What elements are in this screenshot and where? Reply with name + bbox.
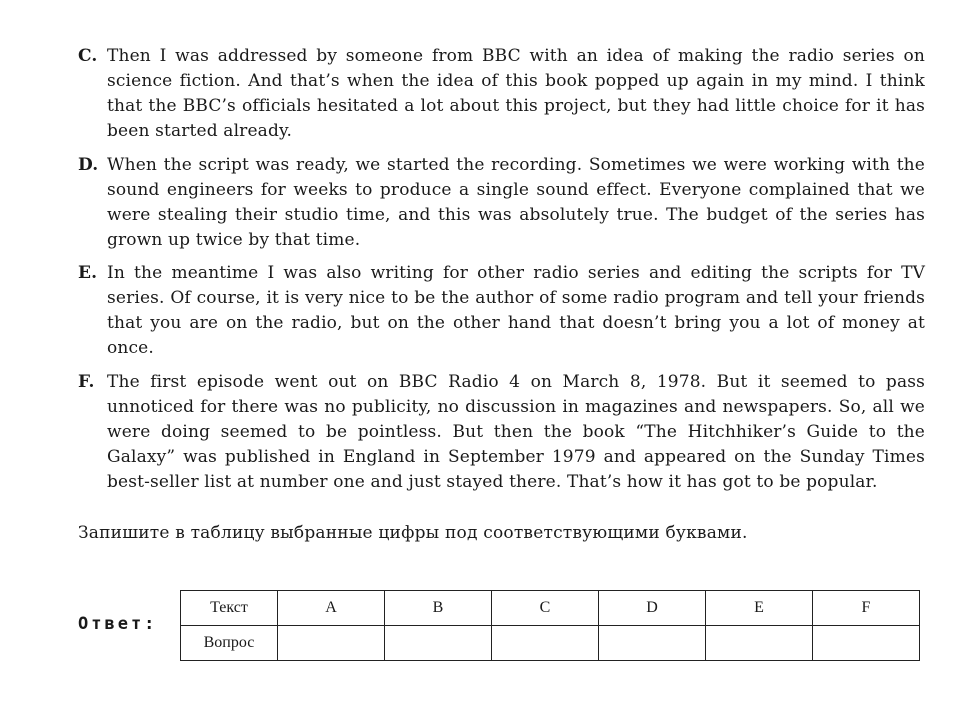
column-header-e: E — [706, 591, 813, 626]
paragraph-text: In the meantime I was also writing for other radio series and editing the scripts for TV series. Of course, it is very nice to be the author of some radio program and tell your friends that you are on the radio, but on the other hand that doesn’t bring you a lot of money at once. — [107, 263, 925, 358]
answer-table — [180, 590, 920, 661]
document-page — [78, 44, 925, 651]
paragraph-d — [78, 153, 925, 253]
answer-cell-f[interactable] — [813, 626, 920, 661]
answer-cell-d[interactable] — [599, 626, 706, 661]
paragraph-letter: F. — [78, 371, 95, 392]
column-header-f: F — [813, 591, 920, 626]
instruction-text: Запишите в таблицу выбранные цифры под соответствующими буквами. — [78, 522, 748, 543]
column-header-b: B — [385, 591, 492, 626]
answer-table-header-row — [181, 591, 920, 626]
answer-cell-b[interactable] — [385, 626, 492, 661]
paragraph-letter: E. — [78, 263, 98, 283]
paragraph-letter: C. — [78, 46, 98, 66]
row-header-question: Вопрос — [181, 626, 278, 661]
answer-cell-e[interactable] — [706, 626, 813, 661]
answer-cell-a[interactable] — [278, 626, 385, 661]
column-header-d: D — [599, 591, 706, 626]
paragraph-text: When the script was ready, we started the recording. Sometimes we were working with the sound engineers for weeks to produce a single sound effect. Everyone complained that we were stealing their studio time, and this was absolutely true. The budget of the series has grown up twice by that time. — [107, 154, 925, 250]
column-header-a: A — [278, 591, 385, 626]
paragraph-text: Then I was addressed by someone from BBC with an idea of making the radio series on science fiction. And that’s when the idea of this book popped up again in my mind. I think that the BBC’s officials hesitated a lot about this project, but they had little choice for it has been started already. — [107, 46, 925, 141]
paragraph-e — [78, 261, 925, 361]
row-header-text: Текст — [181, 591, 278, 626]
answer-cell-c[interactable] — [492, 626, 599, 661]
paragraph-letter: D. — [78, 154, 99, 175]
answer-label: Ответ: — [78, 614, 158, 634]
paragraph-c — [78, 44, 925, 144]
paragraph-text: The first episode went out on BBC Radio 4 on March 8, 1978. But it seemed to pass unnoticed for there was no publicity, no discussion in magazines and newspapers. So, all we were doing seemed to be pointless. But then the book “The Hitchhiker’s Guide to the Galaxy” was published in England in September 1979 and appeared on the Sunday Times best-seller list at number one and just stayed there. That’s how it has got to be popular. — [107, 371, 925, 492]
paragraph-f — [78, 370, 925, 495]
answer-table-answer-row — [181, 626, 920, 661]
column-header-c: C — [492, 591, 599, 626]
